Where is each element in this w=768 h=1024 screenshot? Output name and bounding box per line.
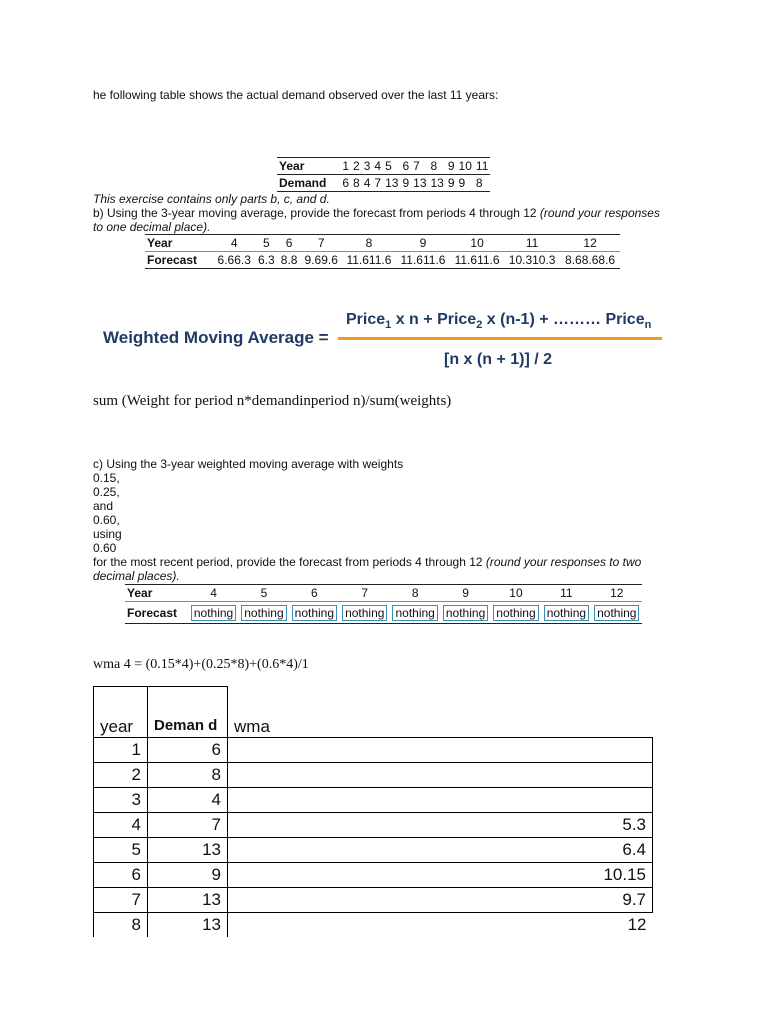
- part-b-forecast-value: 6.3: [257, 253, 275, 267]
- demand-value: 7: [374, 176, 382, 190]
- demand-year-8: 8: [429, 158, 446, 175]
- part-b-forecast-value: 11.6: [346, 253, 369, 267]
- part-c-line: using: [93, 527, 122, 541]
- formula-fraction-line: [338, 337, 662, 340]
- year-cell: 2: [94, 763, 148, 788]
- part-c-forecast-header: Forecast: [125, 602, 188, 624]
- formula-sub-1: 1: [385, 319, 392, 332]
- forecast-input-8[interactable]: nothing: [392, 605, 437, 621]
- demand-year-4: 4: [374, 159, 382, 173]
- year-cell: 6: [94, 863, 148, 888]
- forecast-input-6[interactable]: nothing: [292, 605, 337, 621]
- demand-table: [277, 157, 490, 192]
- part-c-year: 9: [440, 585, 490, 602]
- part-b-year: 10: [450, 235, 504, 252]
- forecast-input-7[interactable]: nothing: [342, 605, 387, 621]
- demand-table-demand-row: [277, 175, 490, 192]
- formula-denominator: [n x (n + 1)] / 2: [444, 351, 553, 368]
- demand-cell: 13: [148, 888, 228, 913]
- demand-value: 6: [342, 176, 350, 190]
- demand-cell: 13: [148, 838, 228, 863]
- part-c-year: 8: [390, 585, 440, 602]
- wma-cell: [228, 763, 653, 788]
- demand-value: 9: [447, 176, 455, 190]
- demand-year-9: 9: [447, 159, 455, 173]
- demand-cell: 6: [148, 738, 228, 763]
- part-b-rounding: (round your responses to one decimal place).: [93, 206, 660, 234]
- part-b-forecast-value: 6.6: [217, 253, 235, 267]
- part-c-year: 4: [188, 585, 238, 602]
- part-c-year: 6: [289, 585, 339, 602]
- part-c-input-cell: [188, 602, 238, 624]
- demand-table-year-row: [277, 158, 490, 175]
- wma-column-header: wma: [228, 687, 653, 738]
- formula-sub-n: n: [644, 319, 652, 332]
- part-b-forecast-value: 10.3: [508, 253, 533, 267]
- part-b-forecast-value: 8.8: [280, 253, 298, 267]
- demand-value: 8: [353, 176, 360, 190]
- part-b-forecast-cell: [278, 252, 301, 269]
- part-b-question: [93, 206, 673, 234]
- part-b-year: 11: [504, 235, 560, 252]
- demand-year-5: 5: [383, 158, 400, 175]
- table-row: [94, 738, 653, 763]
- demand-value: 9: [457, 175, 474, 192]
- part-b-year: 5: [255, 235, 278, 252]
- part-b-forecast-row: [145, 252, 620, 269]
- demand-year-7: 7: [411, 158, 428, 175]
- demand-header: Demand: [277, 175, 340, 192]
- formula-mid-1: x n + Price: [391, 311, 477, 328]
- part-c-line: 0.60,: [93, 513, 120, 527]
- part-c-year-row: [125, 585, 642, 602]
- part-b-forecast-value: 11.6: [400, 253, 423, 267]
- forecast-input-9[interactable]: nothing: [443, 605, 488, 621]
- demand-year-6: 6: [402, 159, 410, 173]
- part-b-forecast-cell: [504, 252, 560, 269]
- part-b-year: 8: [342, 235, 396, 252]
- year-cell: 7: [94, 888, 148, 913]
- part-b-year: 4: [214, 235, 255, 252]
- part-b-forecast-cell: [342, 252, 396, 269]
- forecast-input-5[interactable]: nothing: [241, 605, 286, 621]
- formula-label: Weighted Moving Average =: [103, 328, 329, 347]
- part-b-forecast-value: 11.6: [454, 253, 478, 267]
- table-row: [94, 788, 653, 813]
- part-c-text: for the most recent period, provide the forecast from periods 4 through 12: [93, 555, 486, 569]
- demand-cell: 8: [148, 763, 228, 788]
- year-cell: 4: [94, 813, 148, 838]
- part-b-forecast-value: 6.3: [234, 253, 251, 267]
- part-c-year: 11: [541, 585, 591, 602]
- part-c-year: 12: [592, 585, 642, 602]
- sum-note: sum (Weight for period n*demandinperiod n)/sum(weights): [93, 393, 452, 409]
- part-b-forecast-value: 10.3: [532, 253, 556, 267]
- part-b-forecast-value: 8.6: [598, 253, 616, 267]
- part-c-rounding: (round your responses to two decimal places).: [93, 555, 642, 583]
- forecast-input-4[interactable]: nothing: [191, 605, 236, 621]
- part-b-forecast-cell: [450, 252, 504, 269]
- wma-table-header-row: [94, 687, 653, 738]
- part-b-forecast-value: 8.6: [581, 253, 599, 267]
- parts-note: This exercise contains only parts b, c, and d.: [93, 192, 330, 206]
- year-cell: 1: [94, 738, 148, 763]
- part-b-year-header: Year: [145, 235, 214, 252]
- part-c-line: 0.25,: [93, 485, 120, 499]
- wma-table: [93, 686, 653, 937]
- part-c-input-cell: [289, 602, 339, 624]
- table-row: [94, 863, 653, 888]
- intro-text: he following table shows the actual demand observed over the last 11 years:: [93, 88, 499, 102]
- demand-year-3: 3: [363, 159, 371, 173]
- part-c-forecast-row: [125, 602, 642, 624]
- demand-value: 9: [402, 176, 410, 190]
- year-cell: 5: [94, 838, 148, 863]
- demand-value: 13: [413, 176, 427, 190]
- part-c-input-cell: [491, 602, 541, 624]
- part-b-forecast-cell: [255, 252, 278, 269]
- part-c-input-cell: [541, 602, 591, 624]
- year-cell: 8: [94, 913, 148, 938]
- part-c-year-header: Year: [125, 585, 188, 602]
- table-row: [94, 763, 653, 788]
- part-b-forecast-value: 11.6: [477, 253, 500, 267]
- demand-value: 4: [363, 176, 371, 190]
- forecast-input-12[interactable]: nothing: [594, 605, 639, 621]
- wma-cell: 5.3: [228, 813, 653, 838]
- wma-cell: 12: [228, 913, 653, 938]
- demand-cell: 9: [148, 863, 228, 888]
- table-row: [94, 913, 653, 938]
- part-b-forecast-cell: [214, 252, 255, 269]
- wma-cell: 10.15: [228, 863, 653, 888]
- part-c-question: [93, 457, 673, 583]
- part-c-line: and: [93, 499, 114, 513]
- formula-price-1: Price: [346, 311, 386, 328]
- part-c-input-cell: [390, 602, 440, 624]
- demand-year-1: 1: [342, 159, 350, 173]
- part-c-line: 0.15,: [93, 471, 120, 485]
- part-c-line: [93, 555, 673, 583]
- year-column-header: year: [94, 687, 148, 738]
- part-b-forecast-value: 11.6: [422, 253, 446, 267]
- part-c-input-cell: [239, 602, 289, 624]
- wma-cell: [228, 738, 653, 763]
- demand-value: 8: [474, 175, 490, 192]
- part-b-year: 12: [560, 235, 620, 252]
- part-c-input-cell: [592, 602, 642, 624]
- demand-value: 13: [385, 176, 399, 190]
- part-b-forecast-cell: [301, 252, 342, 269]
- demand-column-header: Deman d: [148, 687, 228, 738]
- part-b-forecast-value: 11.6: [368, 253, 392, 267]
- table-row: [94, 888, 653, 913]
- part-b-text: b) Using the 3-year moving average, provide the forecast from periods 4 through 12: [93, 206, 540, 220]
- formula-numerator: [346, 311, 651, 331]
- part-b-forecast-value: 8.6: [565, 253, 582, 267]
- part-b-year-row: [145, 235, 620, 252]
- part-c-year: 10: [491, 585, 541, 602]
- part-b-year: 7: [301, 235, 342, 252]
- formula-mid-2: x (n-1) + ……… Price: [482, 311, 645, 328]
- part-b-forecast-value: 9.6: [304, 253, 322, 267]
- wma-cell: 9.7: [228, 888, 653, 913]
- demand-value: 13: [430, 176, 444, 190]
- part-c-forecast-table: [125, 584, 642, 624]
- table-row: [94, 838, 653, 863]
- demand-cell: 7: [148, 813, 228, 838]
- forecast-input-11[interactable]: nothing: [544, 605, 589, 621]
- wma-formula: wma 4 = (0.15*4)+(0.25*8)+(0.6*4)/1: [93, 657, 309, 672]
- part-c-line: c) Using the 3-year weighted moving average with weights: [93, 457, 404, 471]
- part-b-forecast-cell: [396, 252, 450, 269]
- table-row: [94, 813, 653, 838]
- demand-cell: 13: [148, 913, 228, 938]
- part-c-line: 0.60: [93, 541, 117, 555]
- year-header: Year: [277, 158, 340, 175]
- part-b-forecast-header: Forecast: [145, 252, 214, 269]
- forecast-input-10[interactable]: nothing: [493, 605, 538, 621]
- part-c-year: 7: [340, 585, 390, 602]
- wma-cell: 6.4: [228, 838, 653, 863]
- part-b-year: 9: [396, 235, 450, 252]
- part-b-year: 6: [278, 235, 301, 252]
- part-b-forecast-value: 9.6: [321, 253, 338, 267]
- demand-year-2: 2: [353, 159, 360, 173]
- year-cell: 3: [94, 788, 148, 813]
- part-c-year: 5: [239, 585, 289, 602]
- part-c-input-cell: [440, 602, 490, 624]
- part-b-forecast-cell: [560, 252, 620, 269]
- part-c-input-cell: [340, 602, 390, 624]
- demand-year-11: 11: [475, 159, 489, 173]
- demand-year-10: 10: [458, 159, 472, 173]
- formula-sub-2: 2: [476, 319, 483, 332]
- demand-cell: 4: [148, 788, 228, 813]
- wma-cell: [228, 788, 653, 813]
- part-b-forecast-table: [145, 234, 620, 269]
